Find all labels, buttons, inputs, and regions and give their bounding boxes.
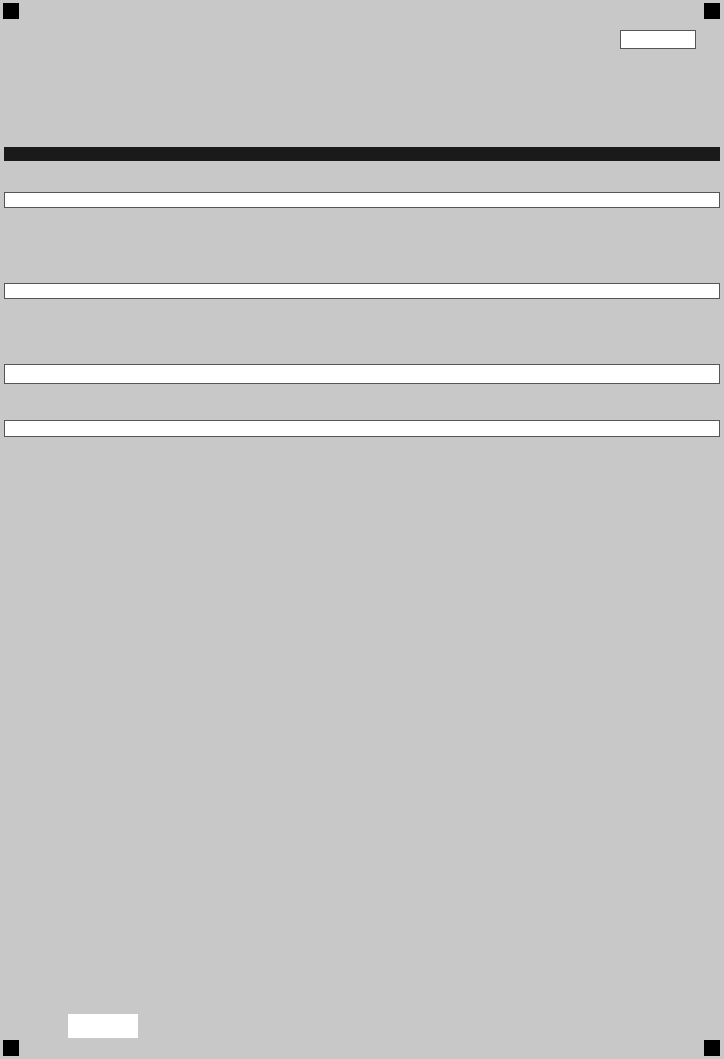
sub8-header — [4, 283, 720, 299]
corner-marker-bl — [3, 1040, 19, 1056]
sub9-header — [4, 364, 720, 384]
sub7-header — [4, 192, 720, 208]
corner-marker-br — [704, 1040, 720, 1056]
barcode — [68, 1014, 138, 1038]
sub10-header — [4, 420, 720, 437]
page-number-field[interactable] — [620, 30, 696, 49]
section-title — [4, 147, 720, 161]
corner-marker-tl — [3, 3, 19, 19]
corner-marker-tr — [704, 3, 720, 19]
